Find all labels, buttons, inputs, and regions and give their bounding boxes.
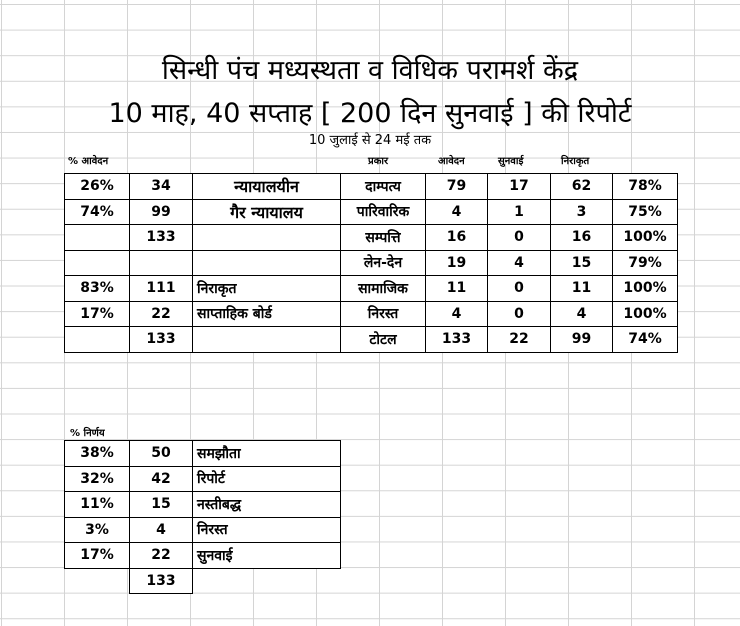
decision-label: नस्तीबद्ध (193, 492, 340, 517)
decision-label: सुनवाई (193, 543, 340, 568)
table-border (192, 440, 193, 569)
table-border (64, 173, 340, 174)
applications-cell: 4 (426, 200, 487, 225)
pct-cell: 32% (65, 467, 129, 492)
decision-label: समझौता (193, 441, 340, 466)
pct-cell: 26% (65, 174, 129, 199)
applications-cell: 133 (426, 327, 487, 352)
category-label (193, 327, 340, 352)
table-border (64, 466, 341, 467)
table-border (340, 250, 678, 251)
table-border (64, 542, 341, 543)
disposed-cell: 11 (551, 276, 612, 301)
header-pct-decisions: % निर्णय (70, 428, 105, 439)
hearings-cell: 17 (488, 174, 550, 199)
count-cell: 34 (130, 174, 192, 199)
table-border (129, 568, 130, 595)
count-cell (130, 251, 192, 276)
table-border (340, 440, 341, 569)
report-subtitle: 10 माह, 40 सप्ताह [ 200 दिन सुनवाई ] की रिपोर्ट (108, 98, 632, 129)
table-border (64, 440, 341, 441)
count-cell: 99 (130, 200, 192, 225)
table-border (340, 173, 678, 174)
pct-cell (65, 251, 129, 276)
percent-cell: 100% (613, 276, 677, 301)
table-border (64, 250, 340, 251)
type-cell: सम्पत्ति (341, 225, 425, 250)
pct-cell: 74% (65, 200, 129, 225)
table-border (64, 275, 340, 276)
table-border (64, 301, 340, 302)
type-cell: पारिवारिक (341, 200, 425, 225)
type-cell: निरस्त (341, 302, 425, 327)
count-cell: 133 (130, 327, 192, 352)
table-border (340, 301, 678, 302)
table-border (64, 517, 341, 518)
hearings-cell: 4 (488, 251, 550, 276)
category-label: न्यायालयीन (193, 174, 340, 199)
type-cell: सामाजिक (341, 276, 425, 301)
hearings-cell: 0 (488, 225, 550, 250)
table-border (192, 568, 193, 595)
table-border (64, 326, 340, 327)
percent-cell: 79% (613, 251, 677, 276)
percent-cell: 100% (613, 302, 677, 327)
hearings-cell: 1 (488, 200, 550, 225)
table-border (129, 440, 130, 569)
table-border (64, 224, 340, 225)
hearings-cell: 0 (488, 302, 550, 327)
table-border (64, 491, 341, 492)
header-pct-applications: % आवेदन (68, 156, 109, 167)
count-cell: 22 (130, 543, 192, 568)
type-cell: टोटल (341, 327, 425, 352)
percent-cell: 74% (613, 327, 677, 352)
disposed-cell: 4 (551, 302, 612, 327)
applications-cell: 79 (426, 174, 487, 199)
table-border (340, 352, 678, 353)
applications-cell: 11 (426, 276, 487, 301)
disposed-cell: 15 (551, 251, 612, 276)
pct-cell: 38% (65, 441, 129, 466)
count-cell: 50 (130, 441, 192, 466)
count-cell: 133 (130, 225, 192, 250)
count-cell: 42 (130, 467, 192, 492)
disposed-cell: 99 (551, 327, 612, 352)
table-border (340, 326, 678, 327)
percent-cell: 100% (613, 225, 677, 250)
decision-label: निरस्त (193, 518, 340, 543)
disposed-cell: 16 (551, 225, 612, 250)
table-border (64, 440, 65, 569)
type-cell: लेन-देन (341, 251, 425, 276)
category-label: गैर न्यायालय (193, 200, 340, 225)
disposed-cell: 62 (551, 174, 612, 199)
header-type: प्रकार (368, 156, 389, 167)
pct-cell (65, 327, 129, 352)
pct-cell: 3% (65, 518, 129, 543)
table-border (340, 275, 678, 276)
count-cell: 15 (130, 492, 192, 517)
total-cell: 133 (130, 569, 192, 594)
hearings-cell: 0 (488, 276, 550, 301)
percent-cell: 75% (613, 200, 677, 225)
count-cell: 4 (130, 518, 192, 543)
applications-cell: 16 (426, 225, 487, 250)
hearings-cell: 22 (488, 327, 550, 352)
pct-cell: 17% (65, 302, 129, 327)
pct-cell: 11% (65, 492, 129, 517)
table-border (340, 199, 678, 200)
applications-cell: 4 (426, 302, 487, 327)
percent-cell: 78% (613, 174, 677, 199)
applications-cell: 19 (426, 251, 487, 276)
table-border (64, 352, 340, 353)
pct-cell: 17% (65, 543, 129, 568)
table-border (64, 199, 340, 200)
header-hearings: सुनवाई (498, 156, 524, 167)
category-label: साप्ताहिक बोर्ड (193, 302, 340, 327)
category-label (193, 225, 340, 250)
table-border (129, 593, 193, 594)
date-range: 10 जुलाई से 24 मई तक (308, 133, 432, 148)
pct-cell: 83% (65, 276, 129, 301)
report-title: सिन्धी पंच मध्यस्थता व विधिक परामर्श केंद्र (161, 55, 579, 86)
count-cell: 111 (130, 276, 192, 301)
header-disposed: निराकृत (561, 156, 590, 167)
pct-cell (65, 225, 129, 250)
decision-label: रिपोर्ट (193, 467, 340, 492)
disposed-cell: 3 (551, 200, 612, 225)
header-applications: आवेदन (438, 156, 465, 167)
table-border (340, 224, 678, 225)
category-label: निराकृत (193, 276, 340, 301)
category-label (193, 251, 340, 276)
type-cell: दाम्पत्य (341, 174, 425, 199)
table-border (64, 568, 341, 569)
count-cell: 22 (130, 302, 192, 327)
